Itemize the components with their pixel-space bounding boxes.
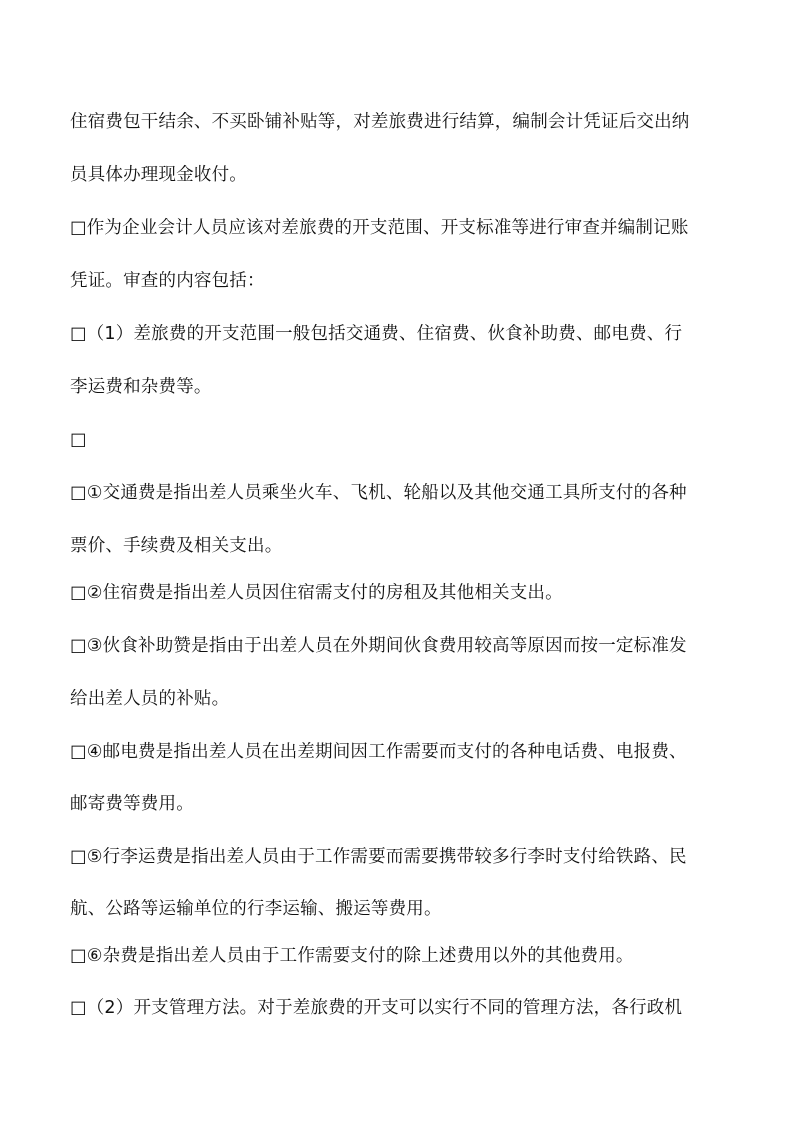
text-line: □②住宿费是指出差人员因住宿需支付的房租及其他相关支出。 (70, 583, 563, 603)
text-line: 给出差人员的补贴。 (70, 689, 230, 709)
text-line: □①交通费是指出差人员乘坐火车、飞机、轮船以及其他交通工具所支付的各种 (70, 483, 687, 503)
text-line: □ (70, 430, 87, 450)
text-line: □（2）开支管理方法。对于差旅费的开支可以实行不同的管理方法，各行政机 (70, 998, 683, 1018)
text-line: □作为企业会计人员应该对差旅费的开支范围、开支标准等进行审查并编制记账 (70, 218, 689, 238)
text-line: □（1）差旅费的开支范围一般包括交通费、住宿费、伙食补助费、邮电费、行 (70, 324, 683, 344)
text-line: 李运费和杂费等。 (70, 377, 212, 397)
text-line: 邮寄费等费用。 (70, 794, 194, 814)
text-line: □④邮电费是指出差人员在出差期间因工作需要而支付的各种电话费、电报费、 (70, 742, 687, 762)
text-line: 凭证。审查的内容包括： (70, 271, 265, 291)
text-line: □③伙食补助赞是指由于出差人员在外期间伙食费用较高等原因而按一定标准发 (70, 636, 687, 656)
text-line: 航、公路等运输单位的行李运输、搬运等费用。 (70, 899, 442, 919)
text-line: □⑤行李运费是指出差人员由于工作需要而需要携带较多行李时支付给铁路、民 (70, 847, 687, 867)
text-line: 住宿费包干结余、不买卧铺补贴等，对差旅费进行结算，编制会计凭证后交出纳 (70, 112, 690, 132)
text-line: 员具体办理现金收付。 (70, 165, 247, 185)
text-line: □⑥杂费是指出差人员由于工作需要支付的除上述费用以外的其他费用。 (70, 946, 634, 966)
text-line: 票价、手续费及相关支出。 (70, 536, 283, 556)
